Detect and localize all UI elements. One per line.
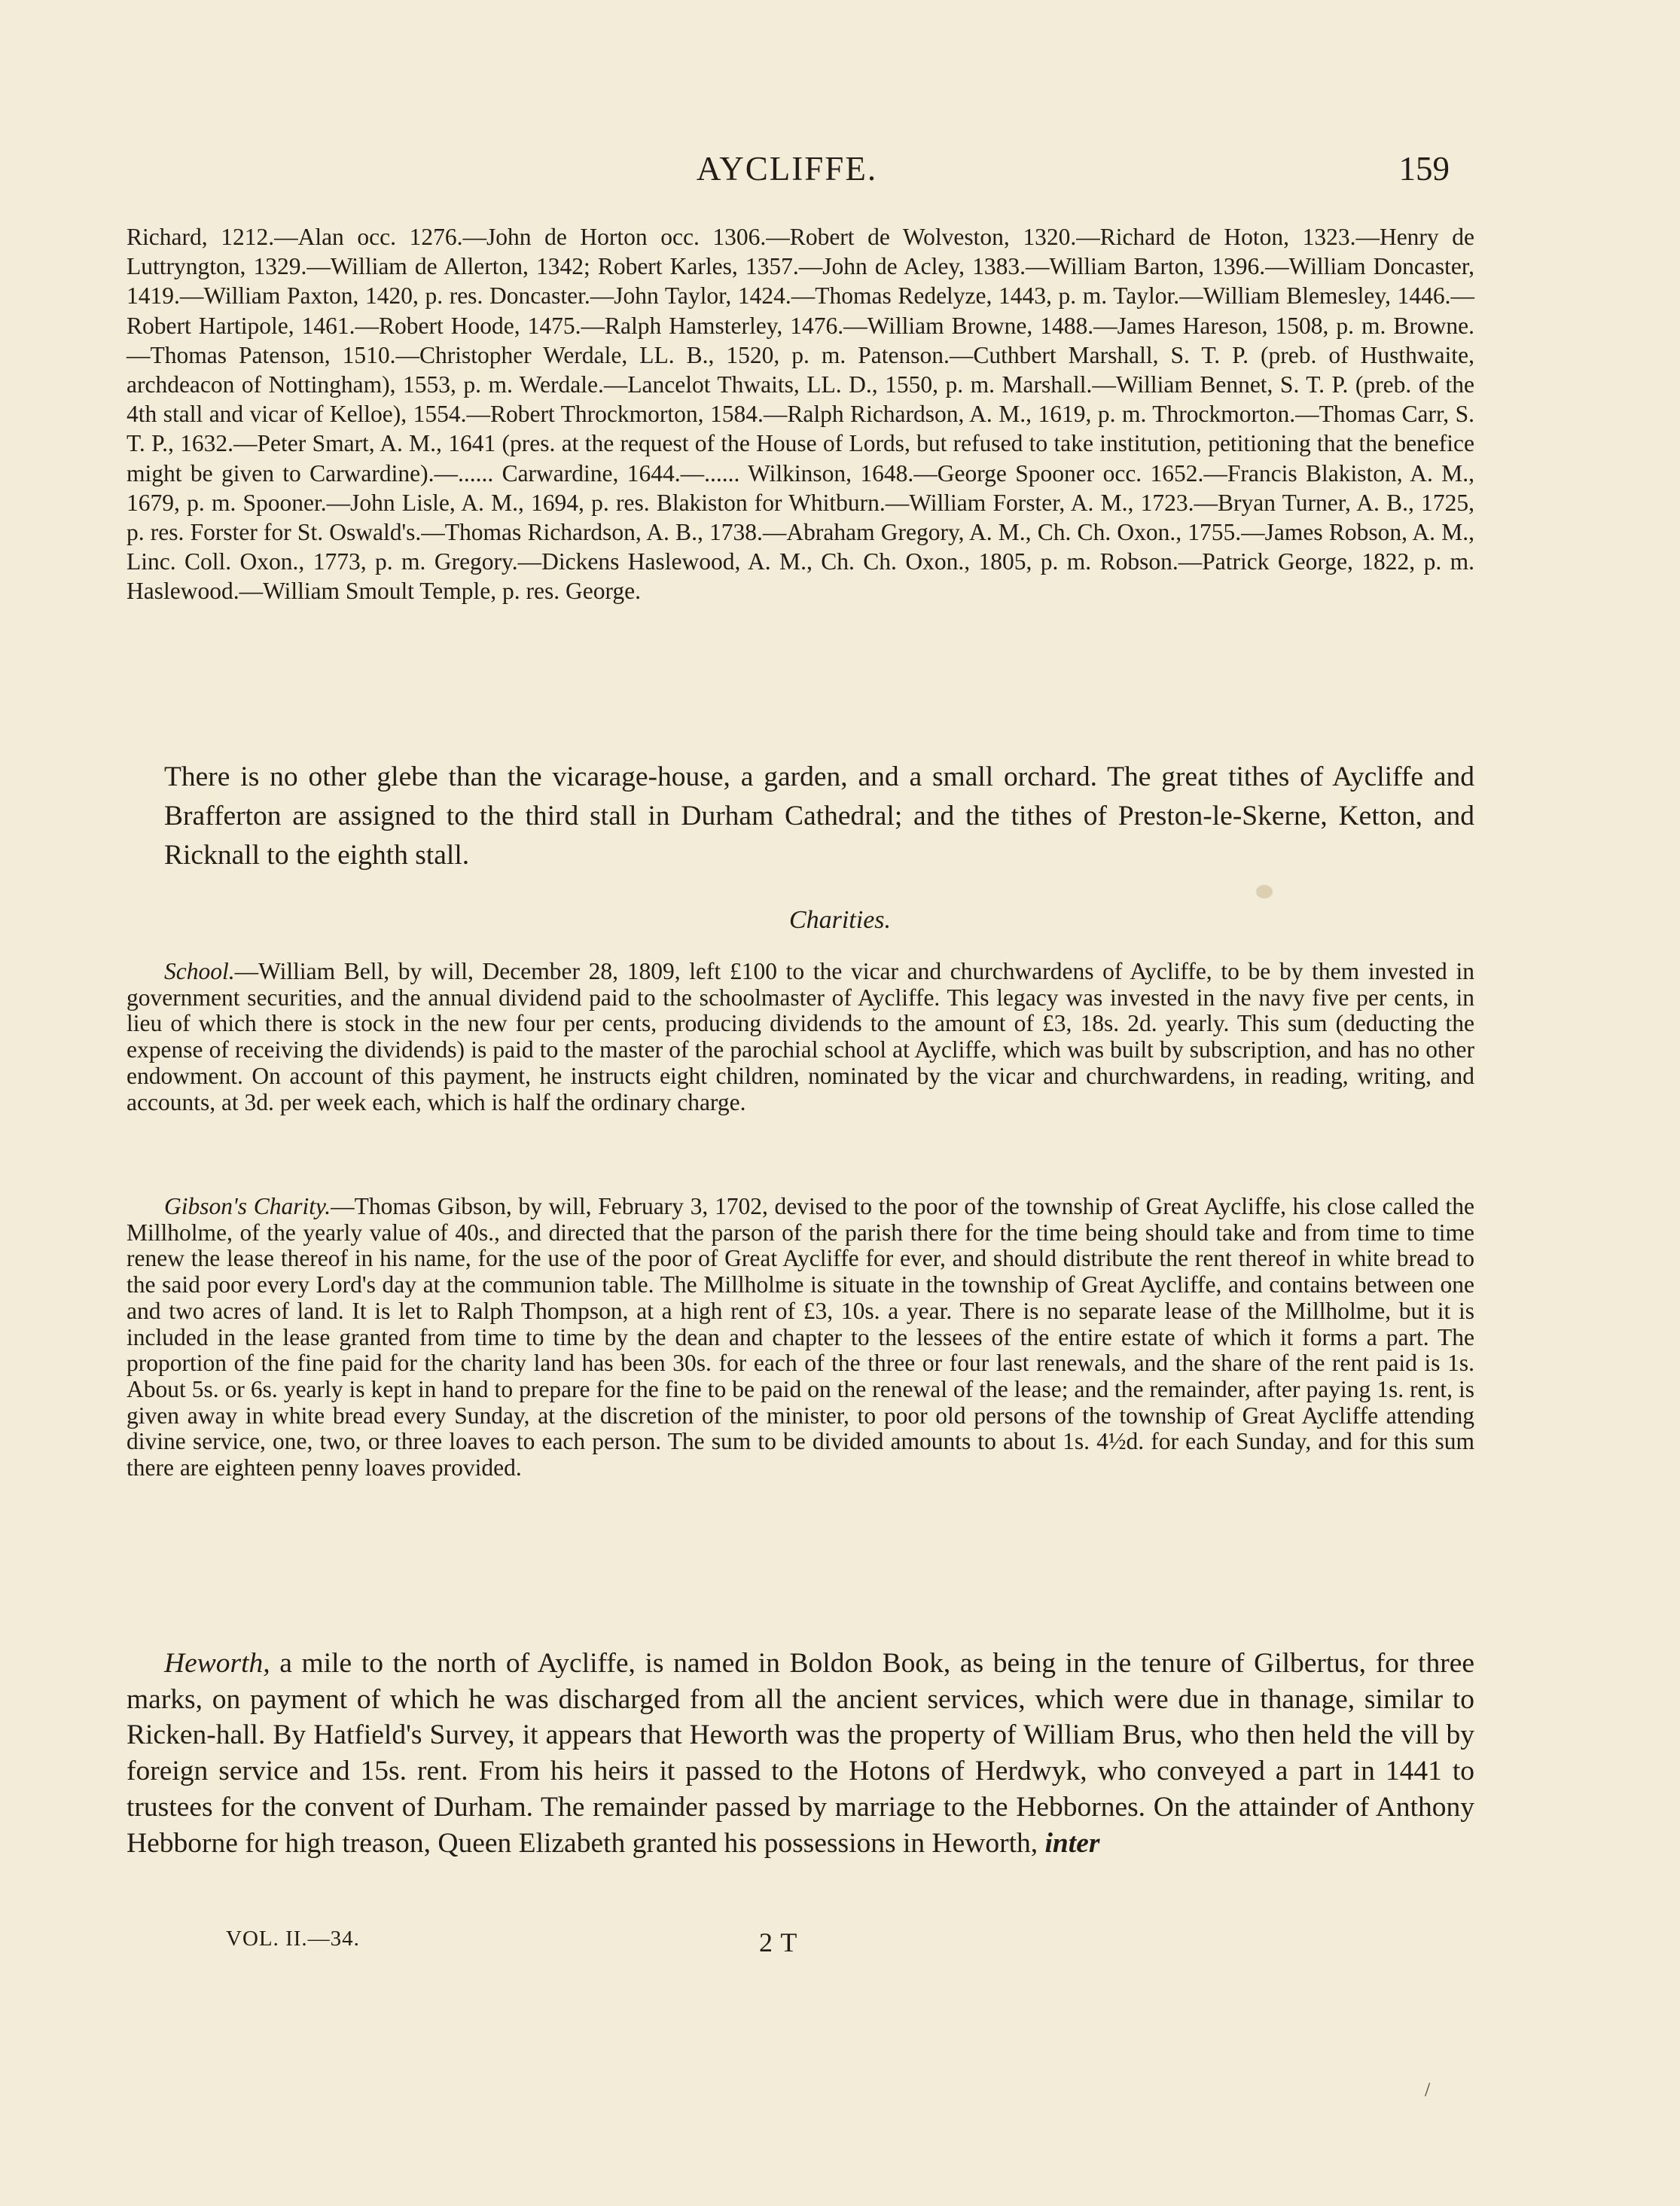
gibson-label: Gibson's Charity.: [164, 1193, 331, 1219]
school-text: —William Bell, by will, December 28, 1809, left £100 to the vicar and churchwardens of Aycliffe, to be by them invested in government securities, and the annual dividend paid to the schoolmaster of Aycliffe. This legacy was invested in the navy five per cents, in lieu of which there is stock in the new four per cents, producing dividends to the amount of £3, 18s. 2d. yearly. This sum (deducting the expense of receiving the dividends) is paid to the master of the parochial school at Aycliffe, which was built by subscription, and has no other endowment. On account of this payment, he instructs eight children, nominated by the vicar and churchwardens, in reading, writing, and accounts, at 3d. per week each, which is half the ordinary charge.: [127, 958, 1474, 1115]
heworth-label: Heworth,: [164, 1648, 270, 1679]
gibson-text: —Thomas Gibson, by will, February 3, 1702, devised to the poor of the township of Great Aycliffe, his close called the Millholme, of the yearly value of 40s., and directed that the parson of the parish there for the time being should take and from time to time renew the lease thereof in his name, for the use of the poor of Great Aycliffe for ever, and should distribute the rent thereof in white bread to the said poor every Lord's day at the communion table. The Millholme is situate in the township of Great Aycliffe, and contains between one and two acres of land. It is let to Ralph Thompson, at a high rent of £3, 10s. a year. There is no separate lease of the Millholme, but it is included in the lease granted from time to time by the dean and chapter to the lessees of the entire estate of which it forms a part. The proportion of the fine paid for the charity land has been 30s. for each of the three or four last renewals, and the share of the rent paid is 1s. About 5s. or 6s. yearly is kept in hand to prepare for the fine to be paid on the renewal of the lease; and the remainder, after paying 1s. rent, is given away in white bread every Sunday, at the discretion of the minister, to poor old persons of the township of Great Aycliffe attending divine service, one, two, or three loaves to each person. The sum to be divided amounts to about 1s. 4½d. for each Sunday, and for this sum there are eighteen penny loaves provided.: [127, 1193, 1474, 1481]
paper-smudge: [1256, 885, 1273, 899]
page-footer: [226, 1927, 828, 1957]
heworth-paragraph: [127, 1646, 1474, 1861]
school-charity-paragraph: [127, 959, 1474, 1115]
school-label: School.: [164, 958, 235, 984]
running-title: AYCLIFFE.: [696, 150, 878, 188]
page-header: [124, 149, 1450, 191]
catchword: inter: [1044, 1827, 1100, 1859]
charities-heading: Charities.: [788, 906, 892, 934]
gibson-charity-paragraph: [127, 1194, 1474, 1481]
signature-mark: 2 T: [759, 1927, 798, 1957]
stray-pencil-mark: /: [1425, 2079, 1431, 2101]
volume-mark: VOL. II.—34.: [226, 1927, 360, 1951]
page-number: 159: [1398, 150, 1450, 188]
glebe-paragraph: There is no other glebe than the vicarage-house, a garden, and a small orchard. The great tithes of Aycliffe and Brafferton are assigned to the third stall in Durham Cathedral; and the tithes of Preston-le-Skerne, Ketton, and Ricknall to the eighth stall.: [164, 761, 1474, 871]
vicar-succession-list: Richard, 1212.—Alan occ. 1276.—John de Horton occ. 1306.—Robert de Wolveston, 1320.—Richard de Hoton, 1323.—Henry de Luttryngton, 1329.—William de Allerton, 1342; Robert Karles, 1357.—John de Acley, 1383.—William Barton, 1396.—William Doncaster, 1419.—William Paxton, 1420, p. res. Doncaster.—John Taylor, 1424.—Thomas Redelyze, 1443, p. m. Taylor.—William Blemesley, 1446.—Robert Hartipole, 1461.—Robert Hoode, 1475.—Ralph Hamsterley, 1476.—William Browne, 1488.—James Hareson, 1508, p. m. Browne.—Thomas Patenson, 1510.—Christopher Werdale, LL. B., 1520, p. m. Patenson.—Cuthbert Marshall, S. T. P. (preb. of Husthwaite, archdeacon of Nottingham), 1553, p. m. Werdale.—Lancelot Thwaits, LL. D., 1550, p. m. Marshall.—William Bennet, S. T. P. (preb. of the 4th stall and vicar of Kelloe), 1554.—Robert Throckmorton, 1584.—Ralph Richardson, A. M., 1619, p. m. Throckmorton.—Thomas Carr, S. T. P., 1632.—Peter Smart, A. M., 1641 (pres. at the request of the House of Lords, but refused to take institution, petitioning that the benefice might be given to Carwardine).—...... Carwardine, 1644.—...... Wilkinson, 1648.—George Spooner occ. 1652.—Francis Blakiston, A. M., 1679, p. m. Spooner.—John Lisle, A. M., 1694, p. res. Blakiston for Whitburn.—William Forster, A. M., 1723.—Bryan Turner, A. B., 1725, p. res. Forster for St. Oswald's.—Thomas Richardson, A. B., 1738.—Abraham Gregory, A. M., Ch. Ch. Oxon., 1755.—James Robson, A. M., Linc. Coll. Oxon., 1773, p. m. Gregory.—Dickens Haslewood, A. M., Ch. Ch. Oxon., 1805, p. m. Robson.—Patrick George, 1822, p. m. Haslewood.—William Smoult Temple, p. res. George.: [127, 224, 1474, 605]
heworth-text: a mile to the north of Aycliffe, is named in Boldon Book, as being in the tenure of Gilbertus, for three marks, on payment of which he was discharged from all the ancient services, which were due in thanage, similar to Ricken-hall. By Hatfield's Survey, it appears that Heworth was the property of William Brus, who then held the vill by foreign service and 15s. rent. From his heirs it passed to the Hotons of Herdwyk, who conveyed a part in 1441 to trustees for the convent of Durham. The remainder passed by marriage to the Hebbornes. On the attainder of Anthony Hebborne for high treason, Queen Elizabeth granted his possessions in Heworth,: [127, 1648, 1474, 1859]
